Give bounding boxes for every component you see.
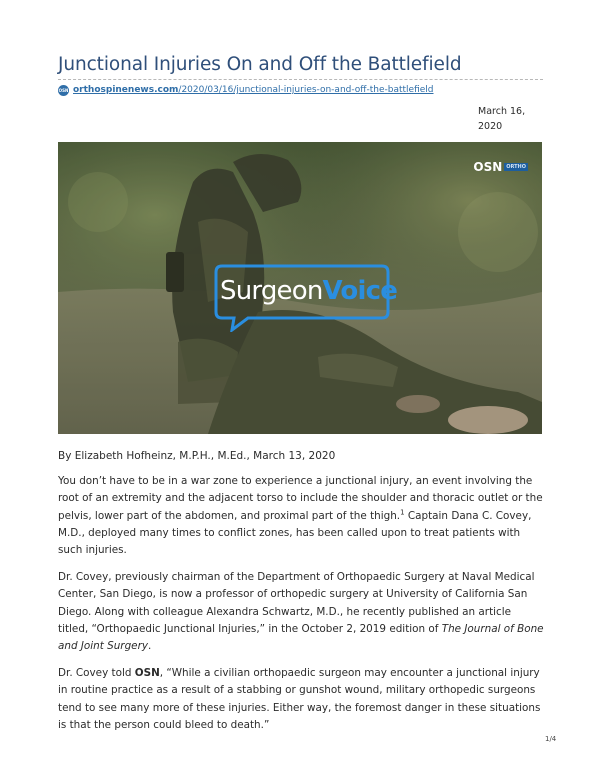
osn-logo-text: OSN [473, 160, 503, 174]
journal-title: The Journal of Bone and Joint Surgery [58, 622, 544, 653]
site-favicon-icon: OSN [58, 85, 69, 96]
footnote-ref-1[interactable]: 1 [400, 508, 405, 517]
paragraph-3 [58, 665, 544, 734]
p1-text: You don’t have to be in a war zone to experience a junctional injury, an event involving the root of an extremity and the adjacent torso to include the shoulder and thoracic outlet or the pelvis, lower part of the abdomen, and proximal part of the thigh. [58, 475, 543, 522]
source-path[interactable]: /2020/03/16/junctional-injuries-on-and-off-the-battlefield [178, 85, 434, 95]
p1-text-continued: Captain Dana C. Covey, M.D., deployed many times to conflict zones, has been called upon to treat patients with such injuries. [58, 509, 532, 557]
byline: By Elizabeth Hofheinz, M.P.H., M.Ed., March 13, 2020 [58, 450, 336, 462]
publish-date [478, 104, 538, 134]
p2-text: Dr. Covey, previously chairman of the Department of Orthopaedic Surgery at Naval Medical Center, San Diego, is now a professor of orthopedic surgery at University of California San Diego. Along with colleague Alexandra Schwartz, M.D., he recently published an article titled, “Orthopaedic Junctional Injuries,” in the October 2, 2019 edition of [58, 571, 535, 635]
page-number: 1/4 [545, 735, 557, 743]
article-title: Junctional Injuries On and Off the Battlefield [58, 54, 462, 75]
publish-date-line2: 2020 [478, 121, 503, 132]
paragraph-2 [58, 569, 544, 655]
osn-mention: OSN [134, 667, 160, 679]
wordmark-voice: Voice [322, 276, 398, 306]
p3-text: , “While a civilian orthopaedic surgeon may encounter a junctional injury in routine practice as a result of a stabbing or gunshot wound, military orthopedic surgeons tend to see many more of these injuries. Either way, the foremost danger in these situations is that the person could bleed to death.” [58, 667, 541, 731]
publish-date-line1: March 16, [478, 106, 526, 117]
source-link[interactable] [58, 83, 434, 97]
surgeon-voice-wordmark [220, 276, 397, 306]
paragraph-1 [58, 473, 544, 559]
osn-logo [473, 160, 528, 174]
p2-end: . [148, 640, 152, 653]
osn-logo-tag: ORTHO [506, 164, 526, 170]
surgeon-voice-logo [212, 262, 398, 332]
p3-start: Dr. Covey told [58, 667, 135, 679]
title-divider [58, 79, 543, 80]
wordmark-surgeon: Surgeon [220, 276, 323, 306]
hero-image [58, 142, 542, 434]
source-domain[interactable]: orthospinenews.com [73, 85, 179, 95]
